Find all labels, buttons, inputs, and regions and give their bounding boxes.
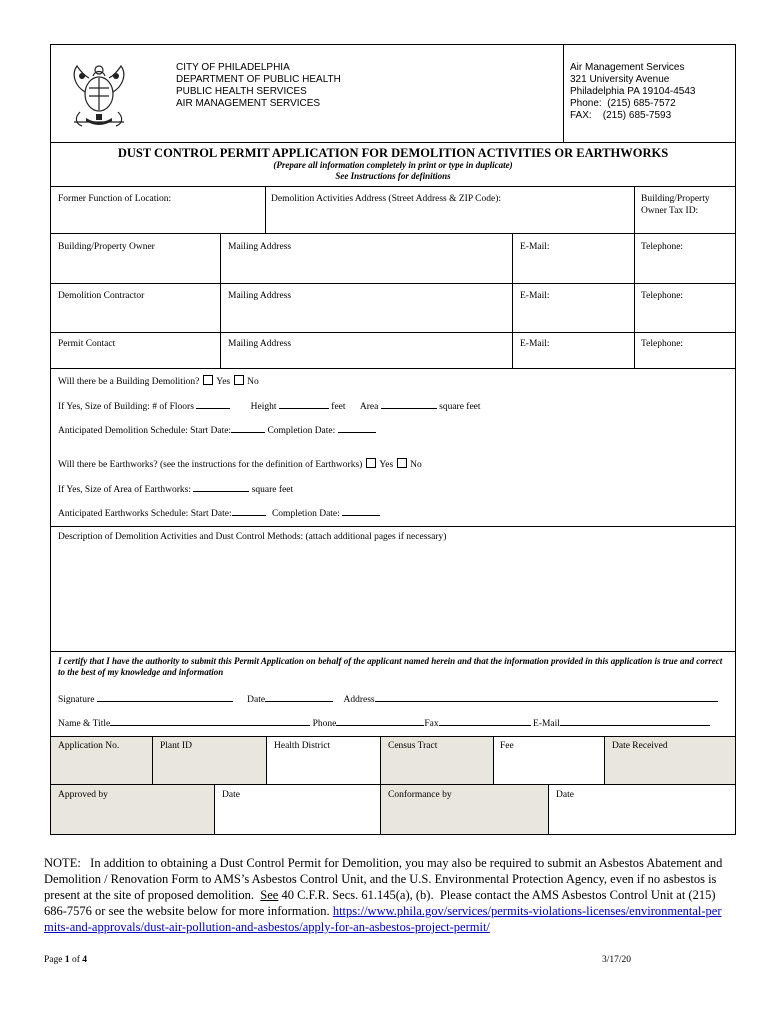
- party-divider-3: [634, 233, 635, 368]
- row1-divider-1: [265, 186, 266, 233]
- office-divider-1: [152, 736, 153, 784]
- agency-line-1: CITY OF PHILADELPHIA: [176, 62, 290, 73]
- header-divider: [563, 44, 564, 142]
- contact-line-1: Air Management Services: [570, 62, 685, 73]
- owner-tax-id-field[interactable]: [641, 193, 710, 217]
- building-demolition-label: Will there be a Building Demolition?: [58, 377, 200, 387]
- contact-line-5: FAX: (215) 685-7593: [570, 110, 672, 121]
- building-no-checkbox[interactable]: [234, 375, 244, 385]
- height-input[interactable]: [279, 399, 329, 409]
- owner-telephone-field[interactable]: Telephone:: [641, 242, 684, 252]
- page-of: of: [69, 955, 83, 965]
- description-bottom-line: [50, 651, 736, 652]
- name-title-row: [58, 716, 710, 730]
- office-divider-7: [548, 784, 549, 834]
- area-unit: square feet: [439, 402, 481, 412]
- page-prefix: Page: [44, 955, 65, 965]
- form-subtitle: (Prepare all information completely in print or type in duplicate): [273, 160, 513, 170]
- asbestos-note: [44, 855, 724, 935]
- floors-label: If Yes, Size of Building: # of Floors: [58, 402, 194, 412]
- building-demolition-question: [58, 375, 259, 388]
- phone-label: Phone: [312, 719, 337, 729]
- party-line-3: [50, 368, 736, 369]
- earthworks-start-input[interactable]: [232, 506, 266, 516]
- earthworks-completion-label: Completion Date:: [271, 509, 340, 519]
- sign-date-input[interactable]: [265, 692, 333, 702]
- owner-tax-id-label-2: Owner Tax ID:: [641, 206, 699, 216]
- party-line-1: [50, 283, 736, 284]
- earthworks-start-label: Anticipated Earthworks Schedule: Start Date:: [58, 509, 232, 519]
- earthworks-label: Will there be Earthworks? (see the instructions for the definition of Earthworks): [58, 460, 363, 470]
- sign-date-label: Date: [247, 695, 266, 705]
- area-input[interactable]: [381, 399, 437, 409]
- revision-date: 3/17/20: [602, 955, 632, 965]
- height-unit: feet: [331, 402, 346, 412]
- earthworks-bottom-line: [50, 526, 736, 527]
- office-divider-4: [493, 736, 494, 784]
- description-field[interactable]: Description of Demolition Activities and Dust Control Methods: (attach additional pages if necessary): [58, 532, 447, 542]
- demolition-completion-label: Completion Date:: [267, 426, 336, 436]
- agency-line-3: PUBLIC HEALTH SERVICES: [176, 86, 307, 97]
- signature-label: Signature: [58, 695, 95, 705]
- form-title: DUST CONTROL PERMIT APPLICATION FOR DEMOLITION ACTIVITIES OR EARTHWORKS: [117, 146, 669, 160]
- email-label: E-Mail: [533, 719, 560, 729]
- demolition-start-label: Anticipated Demolition Schedule: Start Date:: [58, 426, 232, 436]
- earthworks-yes-checkbox[interactable]: [366, 458, 376, 468]
- signature-row: [58, 692, 718, 706]
- signature-input[interactable]: [97, 692, 233, 702]
- party-divider-1: [220, 233, 221, 368]
- date-received-label: Date Received: [612, 741, 668, 751]
- office-divider-2: [266, 736, 267, 784]
- census-tract-label: Census Tract: [388, 741, 438, 751]
- fax-label: Fax: [424, 719, 439, 729]
- page-number: 1: [64, 955, 70, 965]
- contractor-email-field[interactable]: E-Mail:: [520, 291, 550, 301]
- agency-line-2: DEPARTMENT OF PUBLIC HEALTH: [176, 74, 341, 85]
- name-title-label: Name & Title: [58, 719, 111, 729]
- office-divider-6: [214, 784, 215, 834]
- phone-input[interactable]: [336, 716, 424, 726]
- address-input[interactable]: [375, 692, 718, 702]
- owner-name-field[interactable]: Building/Property Owner: [58, 242, 155, 252]
- contact-line-3: Philadelphia PA 19104-4543: [570, 86, 696, 97]
- conformance-by-label: Conformance by: [388, 790, 452, 800]
- agency-heading: [176, 62, 341, 110]
- note-citation: 40 C.F.R. Secs. 61.145(a), (b). Please contact the AMS Asbestos Control Unit at (215) 686-7576 or see the website below for more information.: [44, 888, 719, 918]
- building-yes-checkbox[interactable]: [203, 375, 213, 385]
- contact-mailing-field[interactable]: Mailing Address: [228, 339, 292, 349]
- earthworks-completion-input[interactable]: [342, 506, 380, 516]
- note-text: NOTE: In addition to obtaining a Dust Control Permit for Demolition, you may also be required to submit an Asbestos Abatement and Demolition / Renovation Form to AMS’s Asbestos Control Unit, and the U.S. Environmental Protection Agency, even if no asbestos is present at the site of proposed demolition.: [44, 856, 726, 902]
- earthworks-area-label: If Yes, Size of Area of Earthworks:: [58, 485, 191, 495]
- demolition-schedule-row: [58, 423, 376, 437]
- former-function-field[interactable]: Former Function of Location:: [58, 194, 172, 204]
- application-no-label: Application No.: [58, 741, 120, 751]
- row1-divider-2: [634, 186, 635, 233]
- page-indicator: [44, 955, 87, 965]
- certification-statement: I certify that I have the authority to submit this Permit Application on behalf of the applicant named herein and that the information provided in this application is true and correct to the best of my knowledge and information: [58, 656, 723, 677]
- demolition-completion-input[interactable]: [338, 423, 376, 433]
- earthworks-area-input[interactable]: [193, 482, 249, 492]
- office-mid-line: [50, 784, 736, 785]
- email-input[interactable]: [560, 716, 710, 726]
- city-seal-icon: [60, 52, 138, 130]
- earthworks-area-unit: square feet: [251, 485, 294, 495]
- fax-input[interactable]: [439, 716, 531, 726]
- demolition-start-input[interactable]: [231, 423, 265, 433]
- contact-line-2: 321 University Avenue: [570, 74, 670, 85]
- agency-contact: [570, 62, 695, 122]
- floors-input[interactable]: [196, 399, 230, 409]
- office-divider-3: [380, 736, 381, 834]
- party-divider-2: [512, 233, 513, 368]
- permit-contact-field[interactable]: Permit Contact: [58, 339, 116, 349]
- party-line-2: [50, 332, 736, 333]
- fee-label: Fee: [500, 741, 514, 751]
- area-label: Area: [359, 402, 379, 412]
- owner-mailing-field[interactable]: Mailing Address: [228, 242, 292, 252]
- demolition-address-field[interactable]: Demolition Activities Address (Street Address & ZIP Code):: [271, 194, 501, 204]
- owner-tax-id-label-1: Building/Property: [641, 194, 710, 204]
- contact-telephone-field[interactable]: Telephone:: [641, 339, 684, 349]
- note-see: See: [260, 888, 279, 902]
- earthworks-size-row: [58, 482, 293, 496]
- building-yes-label: Yes: [216, 377, 231, 387]
- contact-line-4: Phone: (215) 685-7572: [570, 98, 676, 109]
- height-label: Height: [250, 402, 277, 412]
- building-size-row: [58, 399, 481, 413]
- name-title-input[interactable]: [110, 716, 310, 726]
- approved-by-label: Approved by: [58, 790, 108, 800]
- approved-date-label: Date: [222, 790, 240, 800]
- earthworks-schedule-row: [58, 506, 380, 520]
- contractor-telephone-field[interactable]: Telephone:: [641, 291, 684, 301]
- earthworks-yes-label: Yes: [379, 460, 394, 470]
- building-no-label: No: [247, 377, 259, 387]
- office-divider-5: [604, 736, 605, 784]
- contractor-mailing-field[interactable]: Mailing Address: [228, 291, 292, 301]
- plant-id-label: Plant ID: [160, 741, 192, 751]
- health-district-label: Health District: [274, 741, 331, 751]
- instructions-note: See Instructions for definitions: [335, 171, 451, 181]
- agency-line-4: AIR MANAGEMENT SERVICES: [176, 98, 321, 109]
- earthworks-no-label: No: [410, 460, 422, 470]
- asbestos-permit-link[interactable]: https://www.phila.gov/services/permits-violations-licenses/environmental-permits-and-approvals/dust-air-pollution-and-asbestos/apply-for-an-asbestos-project-permit/: [44, 904, 722, 934]
- owner-email-field[interactable]: E-Mail:: [520, 242, 550, 252]
- earthworks-no-checkbox[interactable]: [397, 458, 407, 468]
- earthworks-question: [58, 458, 422, 471]
- address-label: Address: [343, 695, 375, 705]
- header-bottom-line: [50, 142, 736, 143]
- contact-email-field[interactable]: E-Mail:: [520, 339, 550, 349]
- contractor-name-field[interactable]: Demolition Contractor: [58, 291, 145, 301]
- page-total: 4: [82, 955, 88, 965]
- conformance-date-label: Date: [556, 790, 574, 800]
